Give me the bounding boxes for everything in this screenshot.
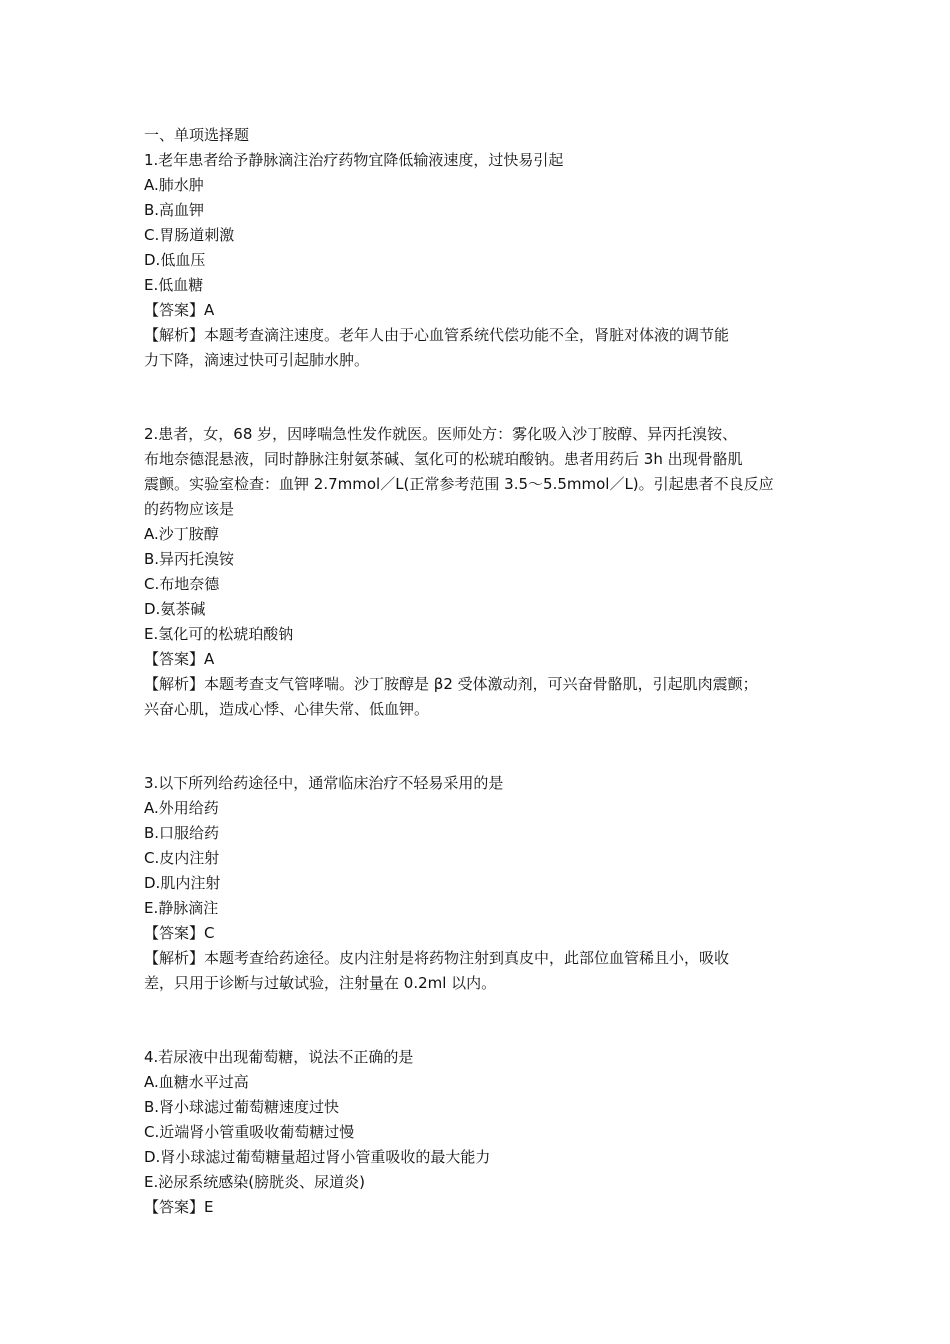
answer-option: B.肾小球滤过葡萄糖速度过快 — [144, 1098, 340, 1116]
answer-option: C.皮内注射 — [144, 849, 220, 867]
answer-key: 【答案】C — [144, 924, 215, 942]
question-4 — [144, 1045, 814, 1220]
answer-option: E.氢化可的松琥珀酸钠 — [144, 625, 294, 643]
question-stem-line: 2.患者，女，68 岁，因哮喘急性发作就医。医师处方：雾化吸入沙丁胺醇、异丙托溴铵、 — [144, 425, 738, 443]
answer-option: C.布地奈德 — [144, 575, 220, 593]
question-2 — [144, 422, 814, 722]
answer-option: A.外用给药 — [144, 799, 219, 817]
analysis-line: 力下降，滴速过快可引起肺水肿。 — [144, 351, 370, 369]
answer-key: 【答案】A — [144, 301, 215, 319]
analysis-line: 【解析】本题考查给药途径。皮内注射是将药物注射到真皮中，此部位血管稀且小，吸收 — [144, 949, 730, 967]
answer-option: D.氨茶碱 — [144, 600, 206, 618]
section-title: 一、单项选择题 — [144, 126, 250, 144]
answer-option: B.口服给药 — [144, 824, 220, 842]
question-stem-line: 震颤。实验室检查：血钾 2.7mmol／L(正常参考范围 3.5～5.5mmol／L)。引起患者不良反应 — [144, 475, 774, 493]
question-1 — [144, 148, 814, 373]
answer-option: D.肌内注射 — [144, 874, 221, 892]
document-page — [144, 123, 814, 1220]
question-stem-line: 4.若尿液中出现葡萄糖，说法不正确的是 — [144, 1048, 414, 1066]
answer-option: C.近端肾小管重吸收葡萄糖过慢 — [144, 1123, 355, 1141]
answer-key: 【答案】E — [144, 1198, 214, 1216]
analysis-line: 差，只用于诊断与过敏试验，注射量在 0.2ml 以内。 — [144, 974, 497, 992]
answer-option: E.静脉滴注 — [144, 899, 219, 917]
answer-option: A.血糖水平过高 — [144, 1073, 249, 1091]
answer-option: D.低血压 — [144, 251, 206, 269]
question-stem-line: 布地奈德混悬液，同时静脉注射氨茶碱、氢化可的松琥珀酸钠。患者用药后 3h 出现骨骼肌 — [144, 450, 743, 468]
analysis-line: 兴奋心肌，造成心悸、心律失常、低血钾。 — [144, 700, 430, 718]
analysis-line: 【解析】本题考查滴注速度。老年人由于心血管系统代偿功能不全，肾脏对体液的调节能 — [144, 326, 730, 344]
answer-option: E.泌尿系统感染(膀胱炎、尿道炎) — [144, 1173, 365, 1191]
answer-option: B.高血钾 — [144, 201, 205, 219]
question-stem-line: 1.老年患者给予静脉滴注治疗药物宜降低输液速度，过快易引起 — [144, 151, 564, 169]
question-list — [144, 148, 814, 1220]
answer-option: E.低血糖 — [144, 276, 204, 294]
answer-option: A.肺水肿 — [144, 176, 204, 194]
answer-option: C.胃肠道刺激 — [144, 226, 235, 244]
question-stem-line: 3.以下所列给药途径中，通常临床治疗不轻易采用的是 — [144, 774, 504, 792]
analysis-line: 【解析】本题考查支气管哮喘。沙丁胺醇是 β2 受体激动剂，可兴奋骨骼肌，引起肌肉震颤； — [144, 675, 758, 693]
question-stem-line: 的药物应该是 — [144, 500, 235, 518]
answer-option: A.沙丁胺醇 — [144, 525, 219, 543]
answer-key: 【答案】A — [144, 650, 215, 668]
question-3 — [144, 771, 814, 996]
answer-option: D.肾小球滤过葡萄糖量超过肾小管重吸收的最大能力 — [144, 1148, 491, 1166]
answer-option: B.异丙托溴铵 — [144, 550, 235, 568]
